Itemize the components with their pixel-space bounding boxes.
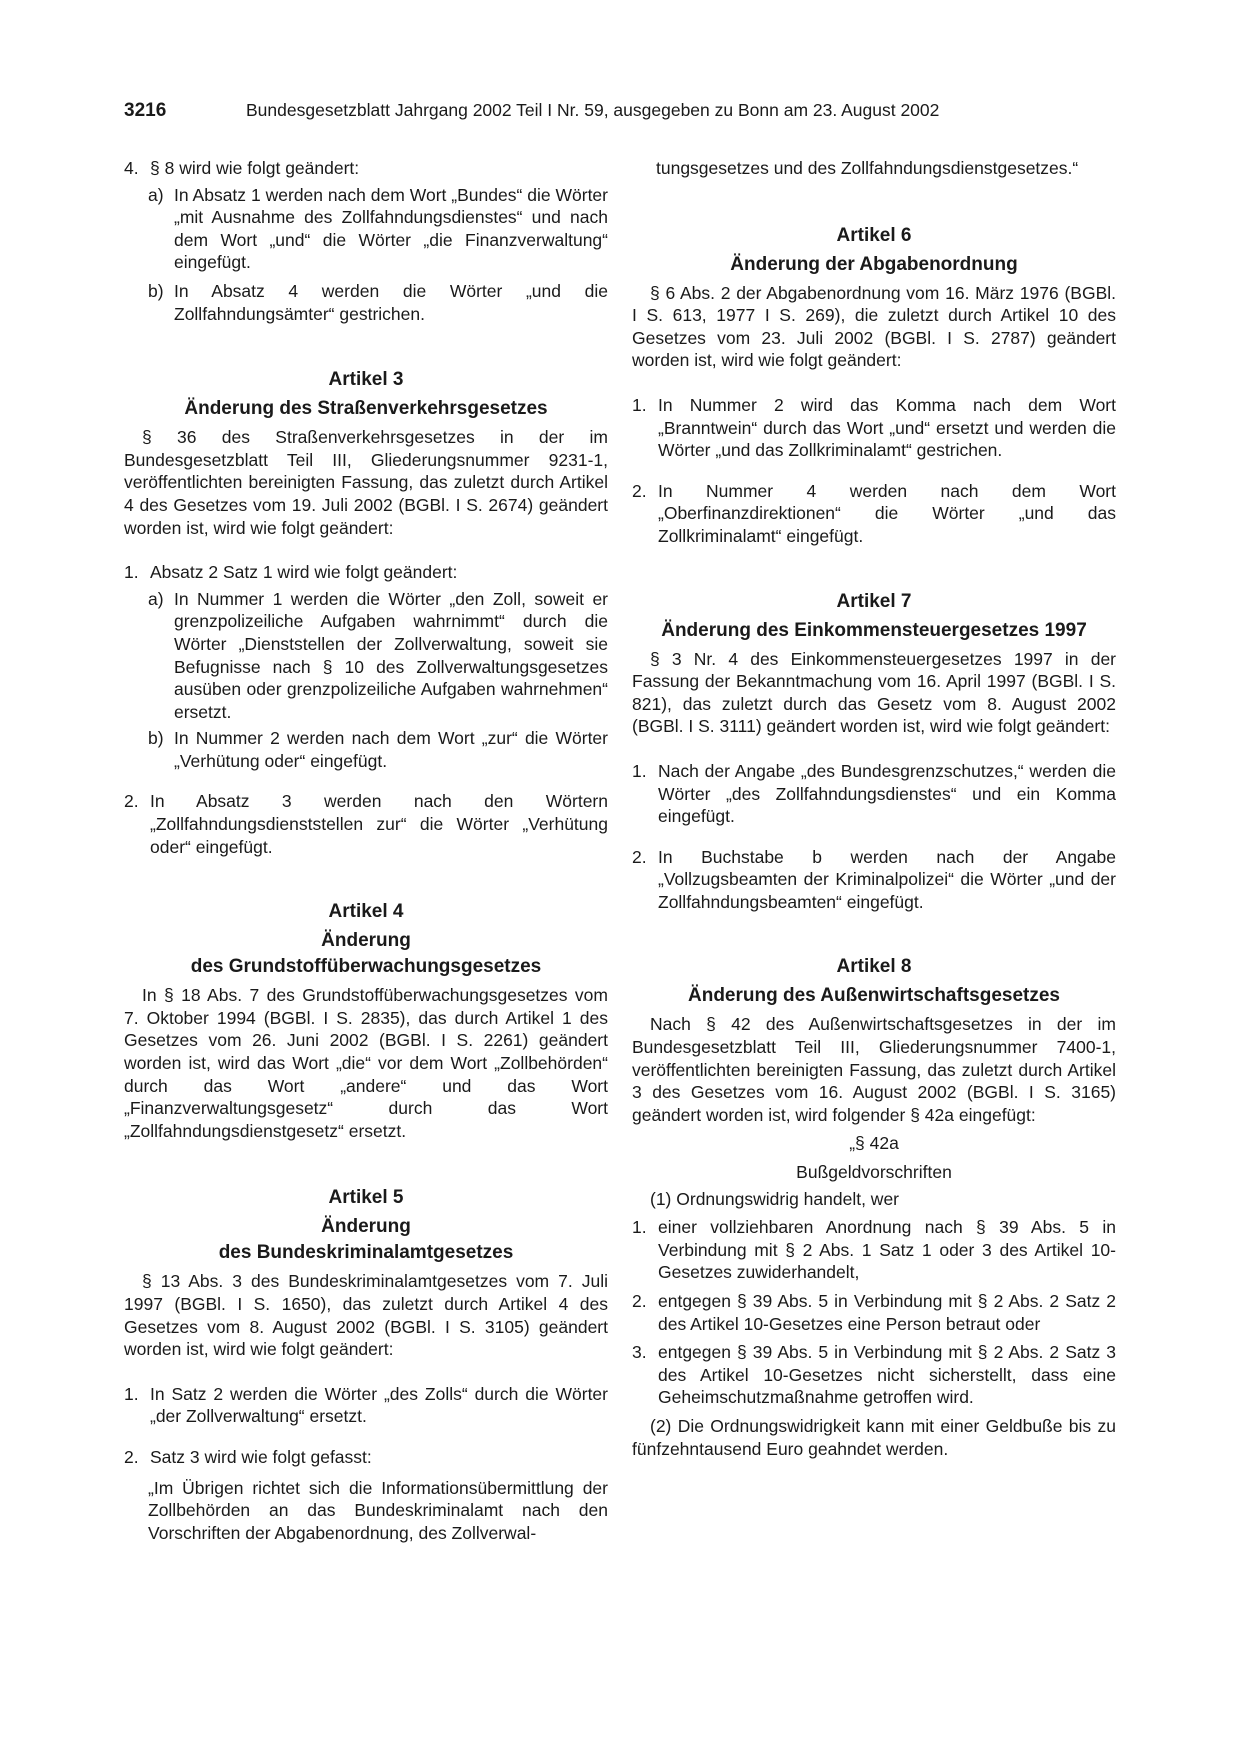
item-number: 2. — [632, 1291, 647, 1311]
list-item — [632, 1216, 1116, 1284]
list-item — [632, 394, 1116, 462]
article-title: des Grundstoffüberwachungsgesetzes — [190, 956, 542, 978]
item-letter: b) — [148, 728, 164, 749]
item-text: In Nummer 2 wird das Komma nach dem Wort „Branntwein“ durch das Wort „und“ ersetzt und werden die Wörter „und das Zollkriminalamt“ gestrichen. — [658, 394, 1116, 461]
page-number: 3216 — [124, 100, 167, 121]
article-title: Änderung des Straßenverkehrsgesetzes — [184, 398, 548, 420]
list-item — [632, 1290, 1116, 1335]
list-item — [632, 760, 1116, 828]
item-letter: a) — [148, 588, 164, 609]
item-text: In Absatz 4 werden die Wörter „und die Zollfahndungsämter“ gestrichen. — [174, 280, 608, 324]
article-intro: § 36 des Straßenverkehrsgesetzes in der im Bundesgesetzblatt Teil III, Gliederungsnummer 9231-1, veröffentlichten bereinigten Fassung, das zuletzt durch Artikel 4 des Gesetzes vom 19. Juli 2002 (BGBl. I S. 2674) geändert worden ist, wird wie folgt geändert: — [124, 427, 608, 538]
item-text: einer vollziehbaren Anordnung nach § 39 Abs. 5 in Verbindung mit § 2 Abs. 1 Satz 1 oder 3 des Artikel 10-Gesetzes zuwiderhandelt, — [658, 1217, 1116, 1283]
paragraph: (2) Die Ordnungswidrigkeit kann mit einer Geldbuße bis zu fünfzehntausend Euro geahndet werden. — [632, 1415, 1116, 1459]
article-intro: § 13 Abs. 3 des Bundeskriminalamtgesetzes vom 7. Juli 1997 (BGBl. I S. 1650), das zuletzt durch Artikel 4 des Gesetzes vom 8. August 2002 (BGBl. I S. 3105) geändert worden ist, wird wie folgt geändert: — [124, 1271, 608, 1360]
item-text: entgegen § 39 Abs. 5 in Verbindung mit § 2 Abs. 2 Satz 2 des Artikel 10-Gesetzes eine Person betraut oder — [658, 1291, 1116, 1334]
page-header — [124, 100, 1120, 126]
item-text: Absatz 2 Satz 1 wird wie folgt geändert: — [150, 562, 458, 583]
list-item — [124, 157, 608, 180]
item-letter: a) — [148, 184, 164, 205]
left-column — [124, 157, 608, 1544]
item-text: Nach der Angabe „des Bundesgrenzschutzes,“ werden die Wörter „des Zollfahndungsdienstes“ und ein Komma eingefügt. — [658, 760, 1116, 827]
article-title: des Bundeskriminalamtgesetzes — [218, 1242, 514, 1264]
article-title: Änderung — [321, 930, 411, 952]
list-item — [124, 1383, 608, 1428]
article-title: Änderung — [321, 1216, 411, 1238]
list-item — [632, 480, 1116, 548]
item-number: 2. — [124, 1446, 139, 1467]
quoted-text: „Im Übrigen richtet sich die Informationsübermittlung der Zollbehörden an das Bundeskriminalamt nach den Vorschriften der Abgabenordnung, des Zollverwal- — [148, 1477, 608, 1543]
item-number: 2. — [632, 846, 647, 867]
article-intro: Nach § 42 des Außenwirtschaftsgesetzes in der im Bundesgesetzblatt Teil III, Gliederungsnummer 7400-1, veröffentlichten bereinigten Fassung, das zuletzt durch Artikel 3 des Gesetzes vom 16. August 2002 (BGBl. I S. 3165) geändert worden ist, wird folgender § 42a eingefügt: — [632, 1014, 1116, 1125]
item-number: 2. — [124, 791, 139, 812]
list-item — [124, 790, 608, 858]
article-heading: Artikel 8 — [836, 956, 912, 978]
article-title: Änderung des Außenwirtschaftsgesetzes — [688, 985, 1060, 1007]
item-number: 1. — [632, 760, 647, 781]
item-letter: b) — [148, 280, 164, 301]
sub-item — [124, 588, 608, 724]
item-text: § 8 wird wie folgt geändert: — [150, 158, 360, 178]
item-text: Satz 3 wird wie folgt gefasst: — [150, 1446, 372, 1467]
item-text: In Absatz 1 werden nach dem Wort „Bundes“ die Wörter „mit Ausnahme des Zollfahndungsdienstes“ und nach dem Wort „und“ die Wörter „die Finanzverwaltung“ eingefügt. — [174, 184, 608, 273]
article-intro: § 3 Nr. 4 des Einkommensteuergesetzes 1997 in der Fassung der Bekanntmachung vom 16. April 1997 (BGBl. I S. 821), das zuletzt durch das Gesetz vom 8. August 2002 (BGBl. I S. 3111) geändert worden ist, wird wie folgt geändert: — [632, 648, 1116, 737]
article-intro: § 6 Abs. 2 der Abgabenordnung vom 16. März 1976 (BGBl. I S. 613, 1977 I S. 269), die zuletzt durch Artikel 10 des Gesetzes vom 23. Juli 2002 (BGBl. I S. 2787) geändert worden ist, wird wie folgt geändert: — [632, 282, 1116, 371]
list-item — [632, 846, 1116, 914]
item-text: In Nummer 1 werden die Wörter „den Zoll, soweit er grenzpolizeiliche Aufgaben wahrnimmt“ durch die Wörter „Dienststellen der Zollverwaltung, soweit sie Befugnisse nach § 10 des Zollverwaltungsgesetzes ausüben oder grenzpolizeiliche Aufgaben wahrnehmen“ ersetzt. — [174, 588, 608, 722]
item-text: In Buchstabe b werden nach der Angabe „Vollzugsbeamten der Kriminalpolizei“ die Wörter „und der Zollfahndungsbeamten“ eingefügt. — [658, 846, 1116, 912]
article-title: Änderung des Einkommensteuergesetzes 1997 — [661, 619, 1087, 641]
list-item — [124, 1446, 608, 1469]
article-title: Änderung der Abgabenordnung — [730, 253, 1018, 275]
item-text: In Nummer 2 werden nach dem Wort „zur“ die Wörter „Verhütung oder“ eingefügt. — [174, 728, 608, 771]
quoted-text-continued: tungsgesetzes und des Zollfahndungsdienstgesetzes.“ — [656, 158, 1079, 178]
article-heading: Artikel 3 — [328, 369, 404, 391]
item-number: 3. — [632, 1342, 647, 1363]
section-title: Bußgeldvorschriften — [796, 1162, 952, 1183]
item-number: 1. — [124, 1383, 139, 1404]
item-text: In Nummer 4 werden nach dem Wort „Oberfinanzdirektionen“ die Wörter „und das Zollkriminalamt“ eingefügt. — [658, 480, 1116, 546]
item-text: In Satz 2 werden die Wörter „des Zolls“ durch die Wörter „der Zollverwaltung“ ersetzt. — [150, 1383, 608, 1427]
item-number: 1. — [632, 1217, 647, 1238]
item-number: 2. — [632, 480, 647, 501]
article-heading: Artikel 4 — [328, 901, 404, 923]
header-title: Bundesgesetzblatt Jahrgang 2002 Teil I Nr. 59, ausgegeben zu Bonn am 23. August 2002 — [246, 100, 940, 120]
right-column — [632, 157, 1116, 1460]
article-heading: Artikel 5 — [328, 1187, 404, 1209]
item-text: entgegen § 39 Abs. 5 in Verbindung mit § 2 Abs. 2 Satz 3 des Artikel 10-Gesetzes nicht sicherstellt, dass eine Geheimschutzmaßnahme getroffen wird. — [658, 1342, 1116, 1408]
list-item — [632, 1341, 1116, 1409]
sub-item — [124, 184, 608, 274]
item-number: 1. — [124, 562, 139, 583]
paragraph: (1) Ordnungswidrig handelt, wer — [650, 1188, 900, 1209]
section-number: „§ 42a — [849, 1133, 899, 1154]
item-number: 4. — [124, 158, 139, 178]
item-number: 1. — [632, 394, 647, 415]
list-item — [124, 561, 608, 584]
item-text: In Absatz 3 werden nach den Wörtern „Zollfahndungsdienststellen zur“ die Wörter „Verhütung oder“ eingefügt. — [150, 791, 608, 857]
article-heading: Artikel 6 — [836, 224, 912, 246]
sub-item — [124, 280, 608, 325]
article-heading: Artikel 7 — [836, 590, 912, 612]
sub-item — [124, 727, 608, 772]
article-intro: In § 18 Abs. 7 des Grundstoffüberwachungsgesetzes vom 7. Oktober 1994 (BGBl. I S. 2835), das durch Artikel 1 des Gesetzes vom 26. Juni 2002 (BGBl. I S. 2261) geändert worden ist, wird das Wort „die“ vor dem Wort „Zollbehörden“ durch das Wort „andere“ und das Wort „Finanzverwaltungsgesetz“ durch das Wort „Zollfahndungsdienstgesetz“ ersetzt. — [124, 985, 608, 1141]
